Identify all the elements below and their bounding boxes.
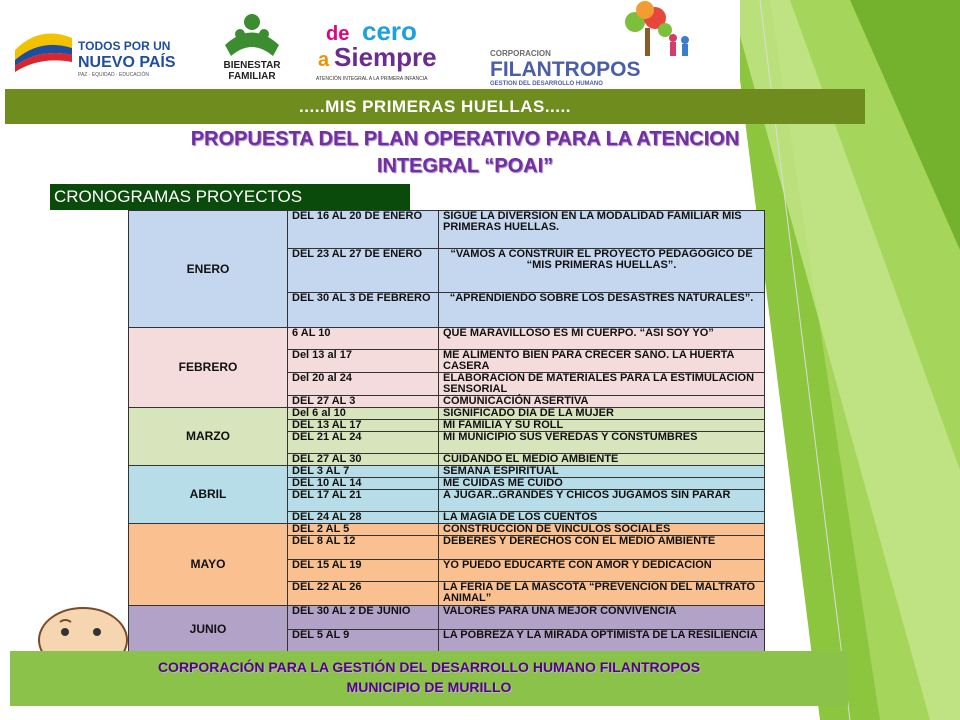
dcas-a: a <box>318 49 330 71</box>
activity-cell: SIGUE LA DIVERSION EN LA MODALIDAD FAMILIAR MIS PRIMERAS HUELLAS. <box>439 211 765 249</box>
activity-cell: DEBERES Y DERECHOS CON EL MEDIO AMBIENTE <box>439 536 765 560</box>
table-row <box>129 328 765 350</box>
activity-cell: LA FERIA DE LA MASCOTA “PREVENCION DEL MALTRATO ANIMAL” <box>439 582 765 606</box>
activity-cell: MI MUNICIPIO SUS VEREDAS Y CONSTUMBRES <box>439 432 765 454</box>
activity-cell: CONSTRUCCION DE VINCULOS SOCIALES <box>439 524 765 536</box>
gov-line2: NUEVO PAÍS <box>78 54 176 71</box>
plan-subtitle <box>60 126 870 180</box>
dcas-siempre: Siempre <box>334 42 437 72</box>
dcas-de: de <box>326 23 350 45</box>
activity-cell: SIGNIFICADO DIA DE LA MUJER <box>439 408 765 420</box>
table-row <box>129 524 765 536</box>
month-cell: MAYO <box>129 524 288 606</box>
date-cell: DEL 3 AL 7 <box>288 466 439 478</box>
filantropos-logo <box>485 0 730 90</box>
footer-line1: CORPORACIÓN PARA LA GESTIÓN DEL DESARROLLO HUMANO FILANTROPOS <box>157 659 701 675</box>
activity-cell: MI FAMILIA Y SU ROLL <box>439 420 765 432</box>
schedule-table <box>128 210 765 654</box>
date-cell: Del 20 al 24 <box>288 373 439 396</box>
footer-banner <box>10 651 848 706</box>
footer-line2: MUNICIPIO DE MURILLO <box>346 679 512 695</box>
date-cell: DEL 16 AL 20 DE ENERO <box>288 211 439 249</box>
month-cell: ENERO <box>129 211 288 328</box>
month-cell: FEBRERO <box>129 328 288 408</box>
activity-cell: SEMANA ESPIRITUAL <box>439 466 765 478</box>
subtitle-line2: INTEGRAL “POAI” <box>376 155 554 177</box>
activity-cell: A JUGAR..GRANDES Y CHICOS JUGAMOS SIN PARAR <box>439 490 765 512</box>
activity-cell: QUE MARAVILLOSO ES MI CUERPO. “ASI SOY YO” <box>439 328 765 350</box>
activity-cell: ME ALIMENTO BIEN PARA CRECER SANO. LA HUERTA CASERA <box>439 350 765 373</box>
date-cell: 6 AL 10 <box>288 328 439 350</box>
date-cell: DEL 24 AL 28 <box>288 512 439 524</box>
child-face-illustration <box>35 600 130 655</box>
date-cell: DEL 21 AL 24 <box>288 432 439 454</box>
date-cell: DEL 10 AL 14 <box>288 478 439 490</box>
dcas-sub: ATENCIÓN INTEGRAL A LA PRIMERA INFANCIA <box>316 76 428 82</box>
activity-cell: LA POBREZA Y LA MIRADA OPTIMISTA DE LA RESILIENCIA <box>439 630 765 654</box>
month-cell: ABRIL <box>129 466 288 524</box>
month-cell: JUNIO <box>129 606 288 654</box>
gov-line1: TODOS POR UN <box>78 39 171 53</box>
title-banner: .....MIS PRIMERAS HUELLAS..... <box>5 89 865 124</box>
date-cell: DEL 17 AL 21 <box>288 490 439 512</box>
date-cell: DEL 13 AL 17 <box>288 420 439 432</box>
month-cell: MARZO <box>129 408 288 466</box>
corp-sub: GESTION DEL DESARROLLO HUMANO <box>490 81 603 87</box>
subtitle-line1: PROPUESTA DEL PLAN OPERATIVO PARA LA ATENCION <box>190 128 740 150</box>
date-cell: DEL 22 AL 26 <box>288 582 439 606</box>
activity-cell: ELABORACION DE MATERIALES PARA LA ESTIMULACION SENSORIAL <box>439 373 765 396</box>
tree-family-icon <box>625 1 689 56</box>
corp-top: CORPORACION <box>490 49 551 58</box>
date-cell: DEL 30 AL 2 DE JUNIO <box>288 606 439 630</box>
date-cell: DEL 23 AL 27 DE ENERO <box>288 249 439 293</box>
date-cell: DEL 2 AL 5 <box>288 524 439 536</box>
date-cell: Del 6 al 10 <box>288 408 439 420</box>
corp-name: FILANTROPOS <box>490 58 641 81</box>
activity-cell: LA MAGIA DE LOS CUENTOS <box>439 512 765 524</box>
icbf-line2: FAMILIAR <box>228 71 276 82</box>
activity-cell: “APRENDIENDO SOBRE LOS DESASTRES NATURALES”. <box>439 293 765 328</box>
gov-line3: PAZ · EQUIDAD · EDUCACIÓN <box>78 72 150 78</box>
activity-cell: COMUNICACIÓN ASERTIVA <box>439 396 765 408</box>
icbf-line1: BIENESTAR <box>223 60 281 71</box>
activity-cell: “VAMOS A CONSTRUIR EL PROYECTO PEDAGOGICO DE “MIS PRIMERAS HUELLAS”. <box>439 249 765 293</box>
table-row <box>129 466 765 478</box>
date-cell: Del 13 al 17 <box>288 350 439 373</box>
activity-cell: YO PUEDO EDUCARTE CON AMOR Y DEDICACION <box>439 560 765 582</box>
activity-cell: CUIDANDO EL MEDIO AMBIENTE <box>439 454 765 466</box>
logo-strip <box>0 0 740 90</box>
table-row <box>129 606 765 630</box>
activity-cell: ME CUIDAS ME CUIDO <box>439 478 765 490</box>
table-row <box>129 408 765 420</box>
dcas-cero: cero <box>362 16 417 46</box>
colombia-government-logo <box>10 0 200 90</box>
de-cero-a-siempre-logo <box>312 0 482 90</box>
date-cell: DEL 15 AL 19 <box>288 560 439 582</box>
date-cell: DEL 27 AL 30 <box>288 454 439 466</box>
date-cell: DEL 27 AL 3 <box>288 396 439 408</box>
date-cell: DEL 30 AL 3 DE FEBRERO <box>288 293 439 328</box>
activity-cell: VALORES PARA UNA MEJOR CONVIVENCIA <box>439 606 765 630</box>
table-row <box>129 211 765 249</box>
date-cell: DEL 5 AL 9 <box>288 630 439 654</box>
icbf-logo <box>205 0 300 90</box>
date-cell: DEL 8 AL 12 <box>288 536 439 560</box>
section-label: CRONOGRAMAS PROYECTOS <box>50 184 410 210</box>
